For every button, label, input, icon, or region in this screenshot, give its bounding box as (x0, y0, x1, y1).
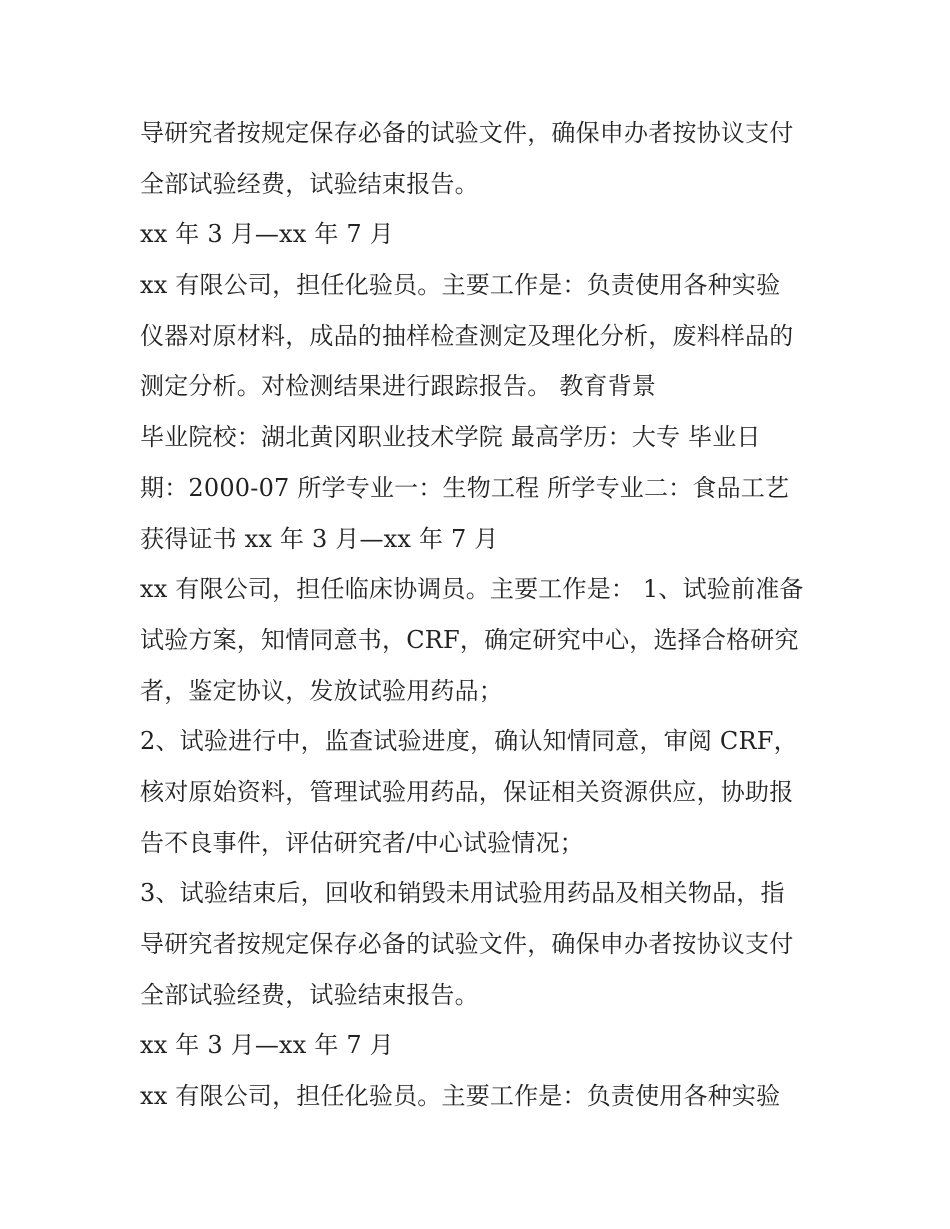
education-line: 期：2000-07 所学专业一：生物工程 所学专业二：食品工艺 (140, 473, 790, 502)
text-line: 2、试验进行中，监查试验进度，确认知情同意，审阅 CRF， (140, 727, 798, 756)
text-line: 导研究者按规定保存必备的试验文件，确保申办者按协议支付 (140, 930, 794, 958)
date-range-line: xx 年 3 月—xx 年 7 月 (140, 220, 394, 249)
text-line: xx 有限公司，担任化验员。主要工作是：负责使用各种实验 (140, 1082, 781, 1111)
text-line: 全部试验经费，试验结束报告。 (140, 980, 479, 1009)
text-line: 者，鉴定协议，发放试验用药品； (140, 676, 503, 705)
document-body (140, 108, 840, 1122)
text-line: 全部试验经费，试验结束报告。 (140, 169, 479, 198)
text-line: 试验方案，知情同意书，CRF，确定研究中心，选择合格研究 (140, 625, 799, 654)
text-line: 仪器对原材料，成品的抽样检查测定及理化分析，废料样品的 (140, 321, 794, 350)
text-line: xx 有限公司，担任临床协调员。主要工作是： 1、试验前准备 (140, 575, 804, 604)
text-line: 测定分析。对检测结果进行跟踪报告。 教育背景 (140, 372, 657, 401)
date-range-line: xx 年 3 月—xx 年 7 月 (140, 1031, 394, 1060)
text-line: 3、试验结束后，回收和销毁未用试验用药品及相关物品，指 (140, 879, 785, 908)
certificate-line: 获得证书 xx 年 3 月—xx 年 7 月 (140, 524, 499, 553)
education-line: 毕业院校：湖北黄冈职业技术学院 最高学历：大专 毕业日 (140, 423, 761, 452)
text-line: 核对原始资料，管理试验用药品，保证相关资源供应，协助报 (140, 777, 794, 806)
text-line: 告不良事件，评估研究者/中心试验情况； (140, 828, 584, 857)
text-line: xx 有限公司，担任化验员。主要工作是：负责使用各种实验 (140, 271, 781, 300)
text-line: 导研究者按规定保存必备的试验文件，确保申办者按协议支付 (140, 119, 794, 147)
